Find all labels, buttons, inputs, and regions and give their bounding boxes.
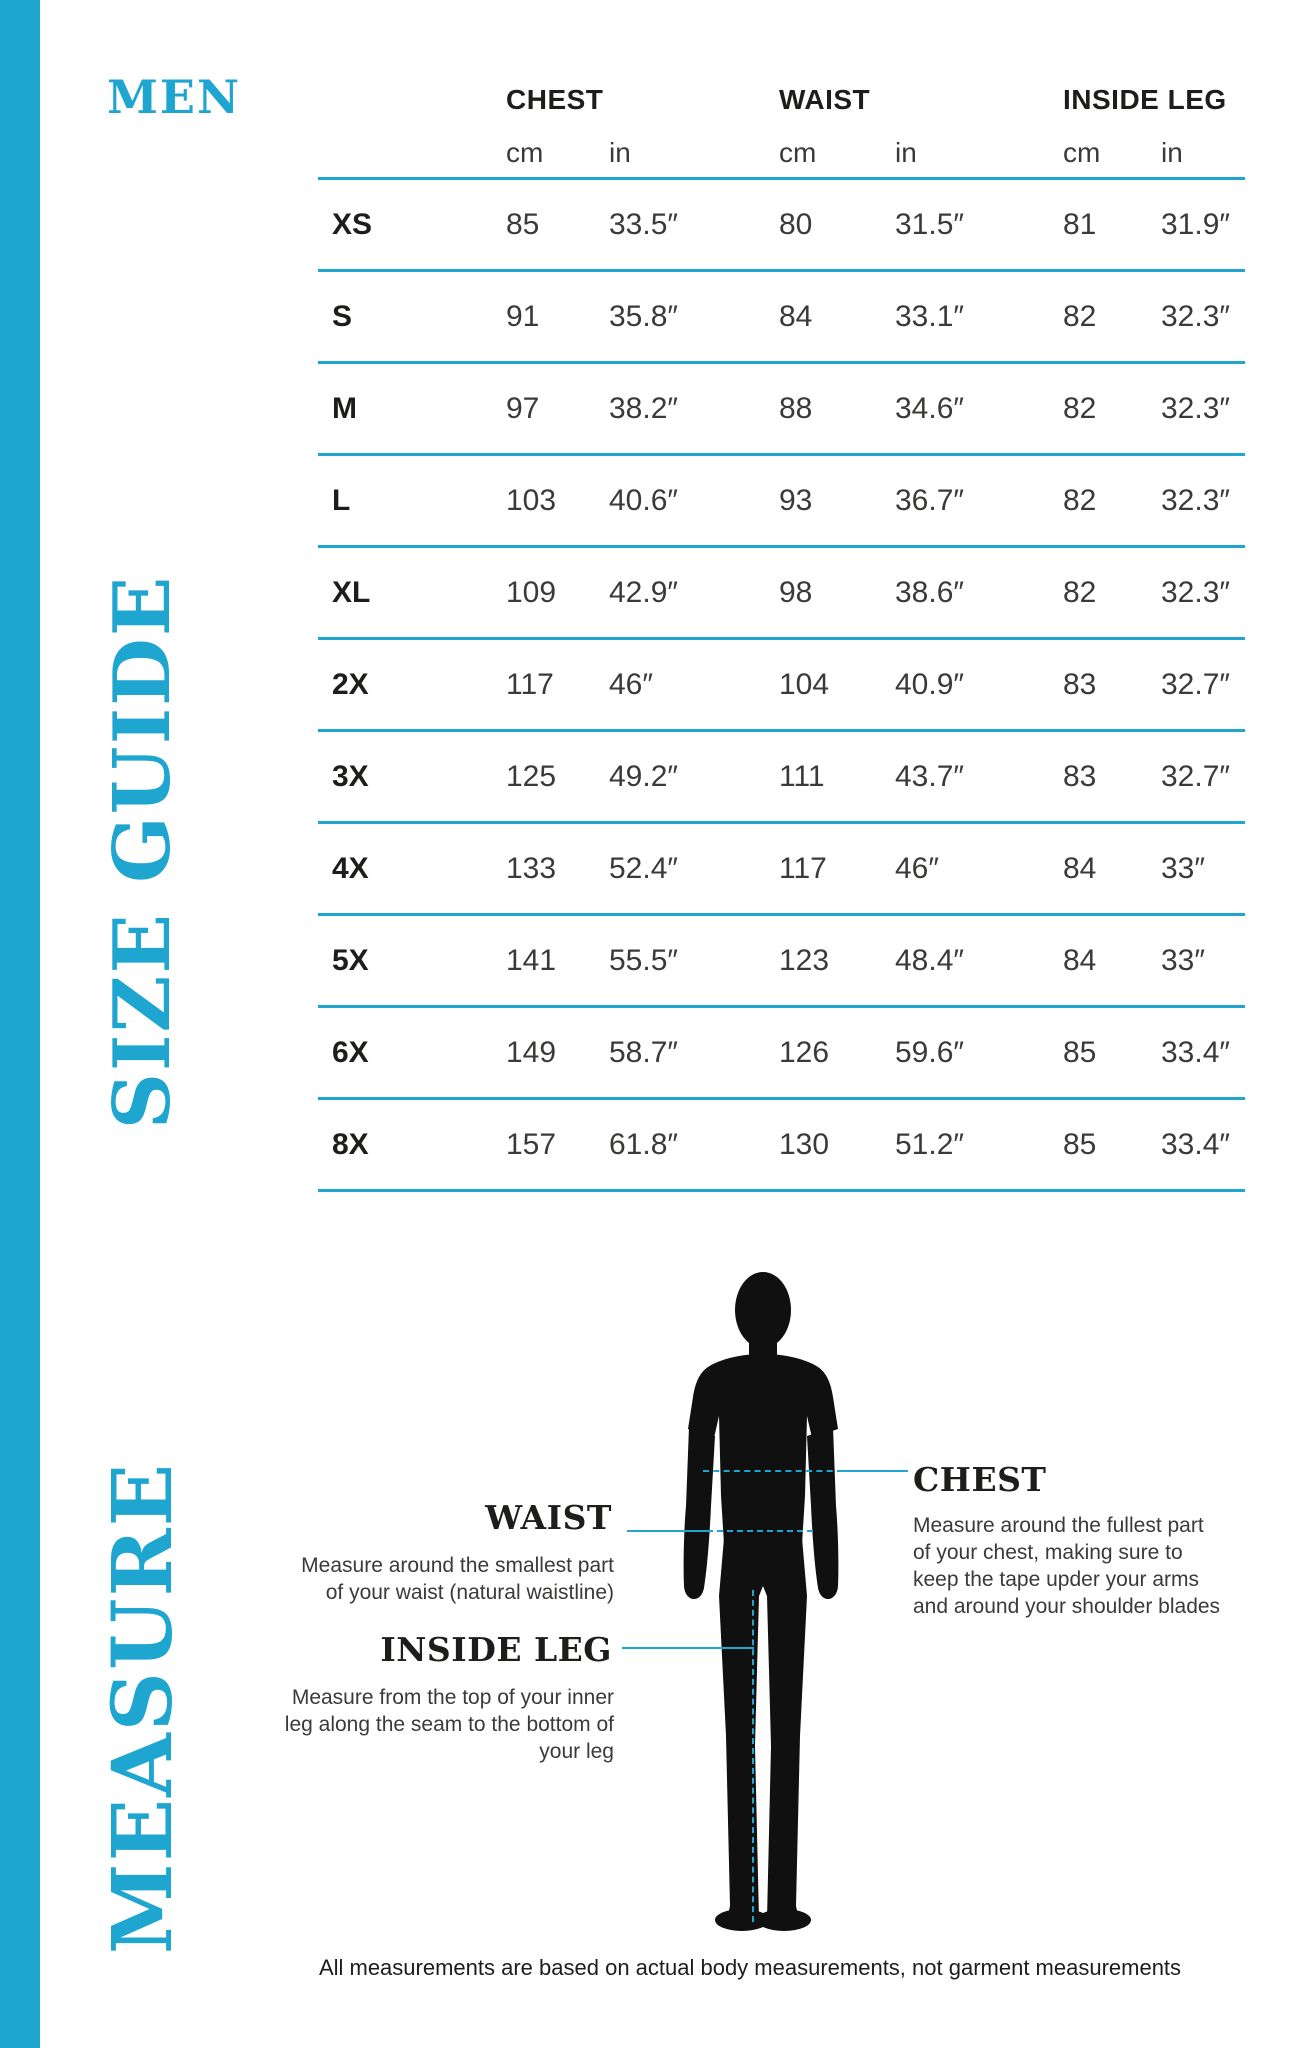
size-table-body <box>318 180 1245 1192</box>
chest-cm-value: 133 <box>506 851 557 885</box>
waist-cm-value: 84 <box>779 299 813 333</box>
leg-cm-value: 83 <box>1063 667 1097 701</box>
chest-cm-value: 117 <box>506 667 554 701</box>
waist-cm-value: 88 <box>779 391 813 425</box>
silhouette-right-shoe <box>757 1909 811 1931</box>
size-label: 2X <box>332 667 369 701</box>
leg-in-value: 33.4″ <box>1161 1127 1231 1161</box>
unit-header-waist-in: in <box>895 136 917 168</box>
size-table <box>318 72 1245 1192</box>
chest-in-value: 40.6″ <box>609 483 679 517</box>
left-accent-bar <box>0 0 40 2048</box>
column-group-inside-leg: INSIDE LEG <box>1063 84 1227 115</box>
column-group-chest: CHEST <box>506 84 604 115</box>
measure-waist-label: WAIST <box>485 1498 612 1537</box>
leg-in-value: 32.7″ <box>1161 667 1231 701</box>
waist-in-value: 43.7″ <box>895 759 965 793</box>
waist-in-value: 48.4″ <box>895 943 965 977</box>
leg-cm-value: 82 <box>1063 575 1097 609</box>
size-label: 8X <box>332 1127 369 1161</box>
chest-in-value: 38.2″ <box>609 391 679 425</box>
inside-leg-dashed-line <box>752 1590 754 1922</box>
unit-header-leg-cm: cm <box>1063 136 1101 168</box>
leg-in-value: 32.3″ <box>1161 575 1231 609</box>
measure-chest-description: Measure around the fullest part of your chest, making sure to keep the tape upder your arms and around your shoulder blades <box>913 1514 1221 1618</box>
waist-cm-value: 126 <box>779 1035 830 1069</box>
inside-leg-pointer-line <box>622 1647 754 1649</box>
waist-in-value: 36.7″ <box>895 483 965 517</box>
measure-waist-description: Measure around the smallest part of your waist (natural waistline) <box>301 1554 614 1604</box>
waist-in-value: 34.6″ <box>895 391 965 425</box>
chest-cm-value: 103 <box>506 483 557 517</box>
table-row <box>318 1008 1245 1100</box>
chest-measure-pointer-line <box>843 1470 908 1472</box>
chest-cm-value: 85 <box>506 207 540 241</box>
chest-in-value: 33.5″ <box>609 207 679 241</box>
silhouette-left-arm <box>684 1427 715 1599</box>
waist-cm-value: 123 <box>779 943 830 977</box>
measure-inside-leg-label: INSIDE LEG <box>380 1630 612 1669</box>
leg-cm-value: 85 <box>1063 1035 1097 1069</box>
table-unit-header-row <box>318 128 1245 180</box>
waist-measure-pointer-line <box>627 1530 707 1532</box>
measure-chest-label: CHEST <box>913 1460 1047 1499</box>
chest-in-value: 58.7″ <box>609 1035 679 1069</box>
size-label: 3X <box>332 759 369 793</box>
chest-in-value: 42.9″ <box>609 575 679 609</box>
size-label: M <box>332 391 357 425</box>
size-label: 5X <box>332 943 369 977</box>
unit-header-waist-cm: cm <box>779 136 817 168</box>
chest-cm-value: 109 <box>506 575 557 609</box>
chest-cm-value: 125 <box>506 759 557 793</box>
leg-in-value: 33″ <box>1161 851 1205 885</box>
chest-measure-dashed-line <box>703 1470 843 1472</box>
chest-in-value: 52.4″ <box>609 851 679 885</box>
leg-in-value: 32.3″ <box>1161 483 1231 517</box>
size-label: 4X <box>332 851 369 885</box>
unit-header-leg-in: in <box>1161 136 1183 168</box>
waist-cm-value: 104 <box>779 667 830 701</box>
waist-cm-value: 98 <box>779 575 813 609</box>
footer-disclaimer: All measurements are based on actual body measurements, not garment measurements <box>318 1955 1182 1980</box>
unit-header-chest-in: in <box>609 136 631 168</box>
chest-cm-value: 141 <box>506 943 557 977</box>
waist-cm-value: 93 <box>779 483 813 517</box>
leg-in-value: 32.7″ <box>1161 759 1231 793</box>
leg-cm-value: 81 <box>1063 207 1097 241</box>
waist-in-value: 38.6″ <box>895 575 965 609</box>
table-row <box>318 364 1245 456</box>
leg-cm-value: 82 <box>1063 391 1097 425</box>
table-row <box>318 548 1245 640</box>
vertical-label-measure: MEASURE <box>95 1461 191 1955</box>
waist-in-value: 51.2″ <box>895 1127 965 1161</box>
chest-cm-value: 149 <box>506 1035 557 1069</box>
chest-cm-value: 157 <box>506 1127 557 1161</box>
waist-cm-value: 130 <box>779 1127 830 1161</box>
waist-cm-value: 117 <box>779 851 827 885</box>
waist-in-value: 59.6″ <box>895 1035 965 1069</box>
chest-in-value: 61.8″ <box>609 1127 679 1161</box>
waist-in-value: 31.5″ <box>895 207 965 241</box>
column-group-waist: WAIST <box>779 84 871 115</box>
man-silhouette <box>650 1266 872 1950</box>
measure-inside-leg-description: Measure from the top of your inner leg along the seam to the bottom of your leg <box>284 1686 614 1763</box>
leg-cm-value: 82 <box>1063 483 1097 517</box>
chest-in-value: 35.8″ <box>609 299 679 333</box>
leg-in-value: 33.4″ <box>1161 1035 1231 1069</box>
size-label: L <box>332 483 351 517</box>
waist-in-value: 40.9″ <box>895 667 965 701</box>
chest-cm-value: 91 <box>506 299 540 333</box>
leg-cm-value: 82 <box>1063 299 1097 333</box>
silhouette-legs <box>719 1538 807 1919</box>
size-label: XS <box>332 207 373 241</box>
waist-in-value: 33.1″ <box>895 299 965 333</box>
table-row <box>318 1100 1245 1192</box>
leg-cm-value: 84 <box>1063 943 1097 977</box>
table-row <box>318 180 1245 272</box>
leg-in-value: 32.3″ <box>1161 391 1231 425</box>
waist-measure-dashed-line <box>707 1530 813 1532</box>
table-row <box>318 916 1245 1008</box>
waist-in-value: 46″ <box>895 851 939 885</box>
chest-in-value: 46″ <box>609 667 653 701</box>
leg-in-value: 32.3″ <box>1161 299 1231 333</box>
leg-in-value: 33″ <box>1161 943 1205 977</box>
size-label: XL <box>332 575 371 609</box>
table-row <box>318 824 1245 916</box>
chest-cm-value: 97 <box>506 391 540 425</box>
waist-cm-value: 111 <box>779 759 825 793</box>
table-row <box>318 456 1245 548</box>
size-label: S <box>332 299 353 333</box>
vertical-label-size-guide: SIZE GUIDE <box>97 574 188 1130</box>
chest-in-value: 55.5″ <box>609 943 679 977</box>
silhouette-right-arm <box>807 1427 838 1599</box>
leg-cm-value: 85 <box>1063 1127 1097 1161</box>
section-title-men: MEN <box>107 70 242 124</box>
table-group-header-row <box>318 72 1245 128</box>
chest-in-value: 49.2″ <box>609 759 679 793</box>
size-label: 6X <box>332 1035 369 1069</box>
leg-cm-value: 84 <box>1063 851 1097 885</box>
unit-header-chest-cm: cm <box>506 136 544 168</box>
table-row <box>318 272 1245 364</box>
waist-cm-value: 80 <box>779 207 813 241</box>
leg-in-value: 31.9″ <box>1161 207 1231 241</box>
leg-cm-value: 83 <box>1063 759 1097 793</box>
table-row <box>318 640 1245 732</box>
table-row <box>318 732 1245 824</box>
